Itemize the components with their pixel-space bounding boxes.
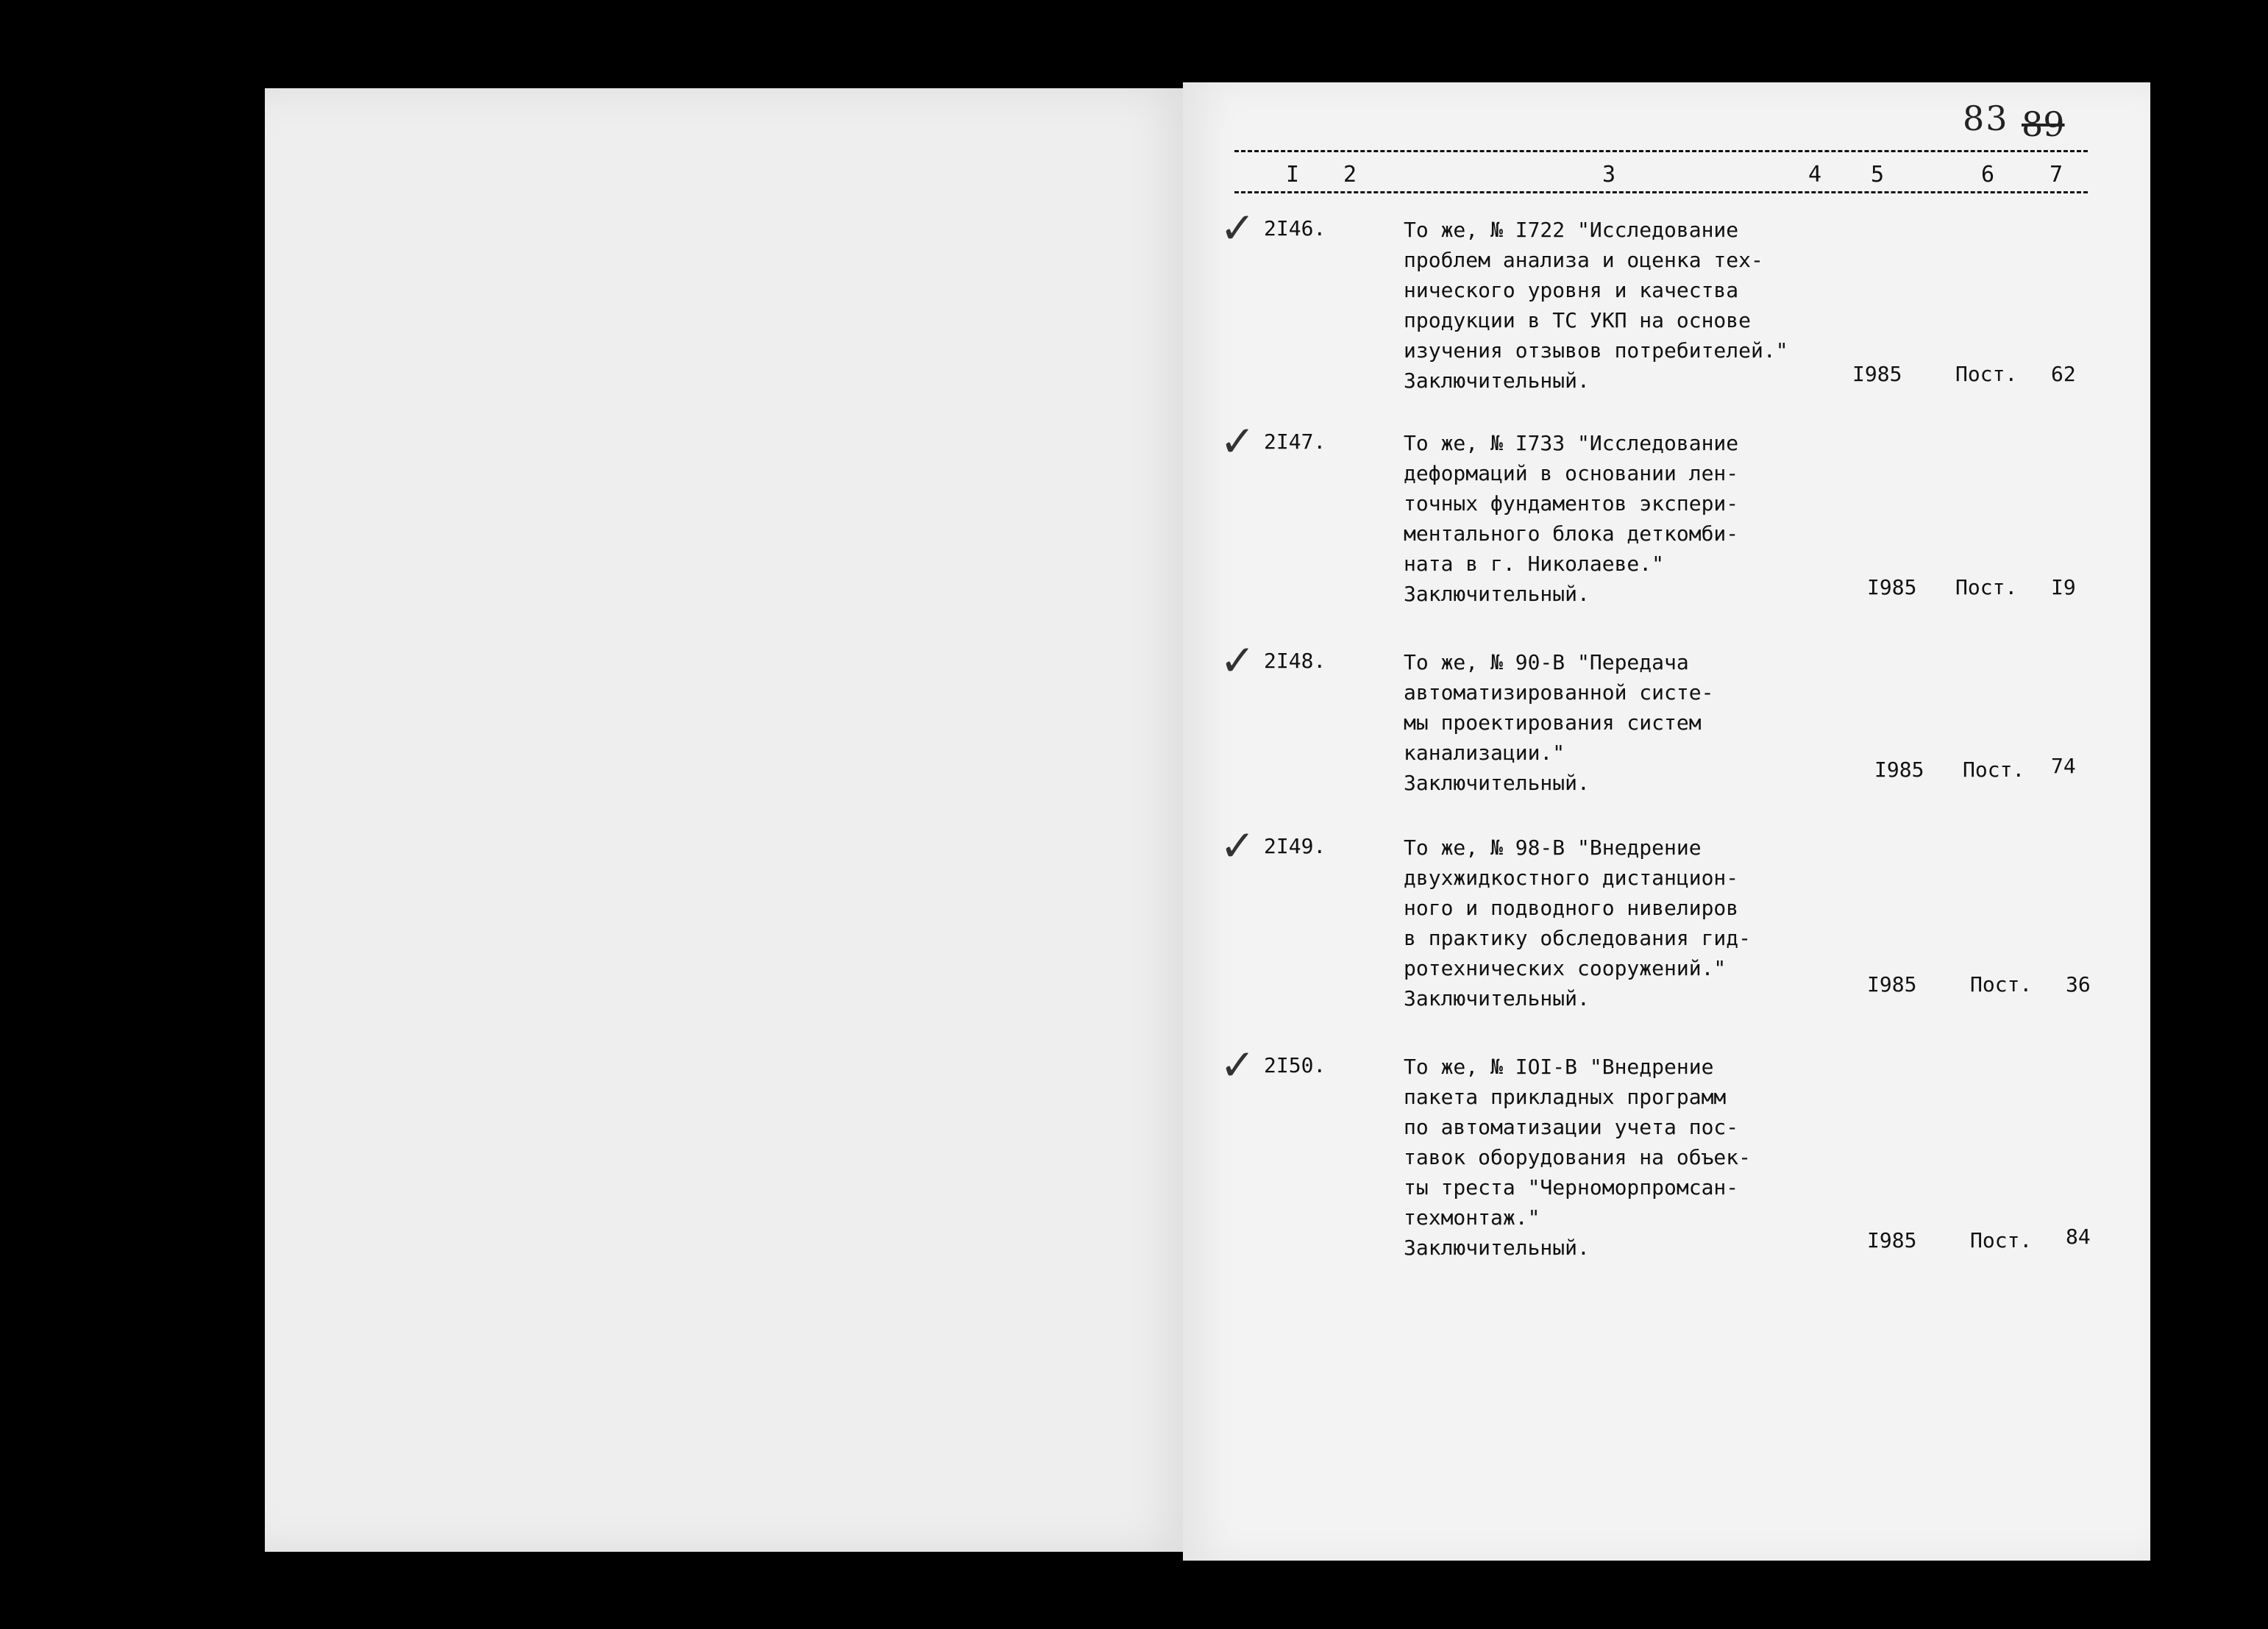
entry-description: То же, № I722 "Исследование проблем анализа и оценка тех- нического уровня и качества продукции в ТС УКП на основе изучения отзывов потребителей." Заключительный.	[1404, 218, 1788, 393]
entry-number: 2I46.	[1264, 216, 1326, 240]
checkmark-icon: ✓	[1220, 821, 1256, 871]
entry-status: Пост.	[1970, 972, 2033, 997]
entry-pages: 36	[2066, 972, 2091, 997]
entry-status: Пост.	[1955, 362, 2018, 386]
entry-number: 2I47.	[1264, 429, 1326, 454]
entry-year: I985	[1867, 575, 1917, 599]
column-5: 5	[1871, 162, 1885, 188]
entry-number: 2I50.	[1264, 1053, 1326, 1077]
entry-status: Пост.	[1970, 1228, 2033, 1252]
entry-year: I985	[1867, 1228, 1917, 1252]
column-4: 4	[1808, 162, 1822, 188]
entry-pages: I9	[2051, 575, 2076, 599]
header-rule-top	[1234, 150, 2088, 152]
column-3: 3	[1602, 162, 1616, 188]
entry-pages: 74	[2051, 754, 2076, 778]
entry-year: I985	[1874, 758, 1924, 782]
entry-number: 2I49.	[1264, 834, 1326, 858]
entry-number: 2I48.	[1264, 649, 1326, 673]
column-7: 7	[2050, 162, 2063, 188]
page-number-crossed: 89	[2022, 104, 2065, 144]
checkmark-icon: ✓	[1220, 203, 1256, 253]
header-rule-bottom	[1234, 191, 2088, 193]
right-page	[1183, 82, 2150, 1561]
entry-year: I985	[1867, 972, 1917, 997]
entry-status: Пост.	[1955, 575, 2018, 599]
entry-year: I985	[1852, 362, 1902, 386]
entry-description: То же, № 90-В "Передача автоматизированной систе- мы проектирования систем канализации." Заключительный.	[1404, 650, 1714, 795]
entry-pages: 62	[2051, 362, 2076, 386]
show-through-text	[338, 191, 1000, 1441]
entry-description: То же, № 98-В "Внедрение двухжидкостного дистанцион- ного и подводного нивелиров в практику обследования гид- ротехнических сооружений." Заключительный.	[1404, 835, 1752, 1010]
column-6: 6	[1981, 162, 1995, 188]
checkmark-icon: ✓	[1220, 635, 1256, 685]
checkmark-icon: ✓	[1220, 1040, 1256, 1090]
entry-pages: 84	[2066, 1225, 2091, 1249]
entry-description: То же, № IOI-В "Внедрение пакета прикладных программ по автоматизации учета пос- тавок оборудования на объек- ты треста "Черноморпромсан- техмонтаж." Заключительный.	[1404, 1055, 1752, 1260]
entry-description: То же, № I733 "Исследование деформаций в основании лен- точных фундаментов экспери- ментального блока деткомби- ната в г. Николаеве." Заключительный.	[1404, 431, 1739, 606]
column-1: I	[1286, 162, 1300, 188]
checkmark-icon: ✓	[1220, 416, 1256, 466]
page-number: 83	[1963, 99, 2009, 138]
entry-status: Пост.	[1963, 758, 2025, 782]
column-2: 2	[1343, 162, 1357, 188]
left-page	[265, 88, 1199, 1552]
